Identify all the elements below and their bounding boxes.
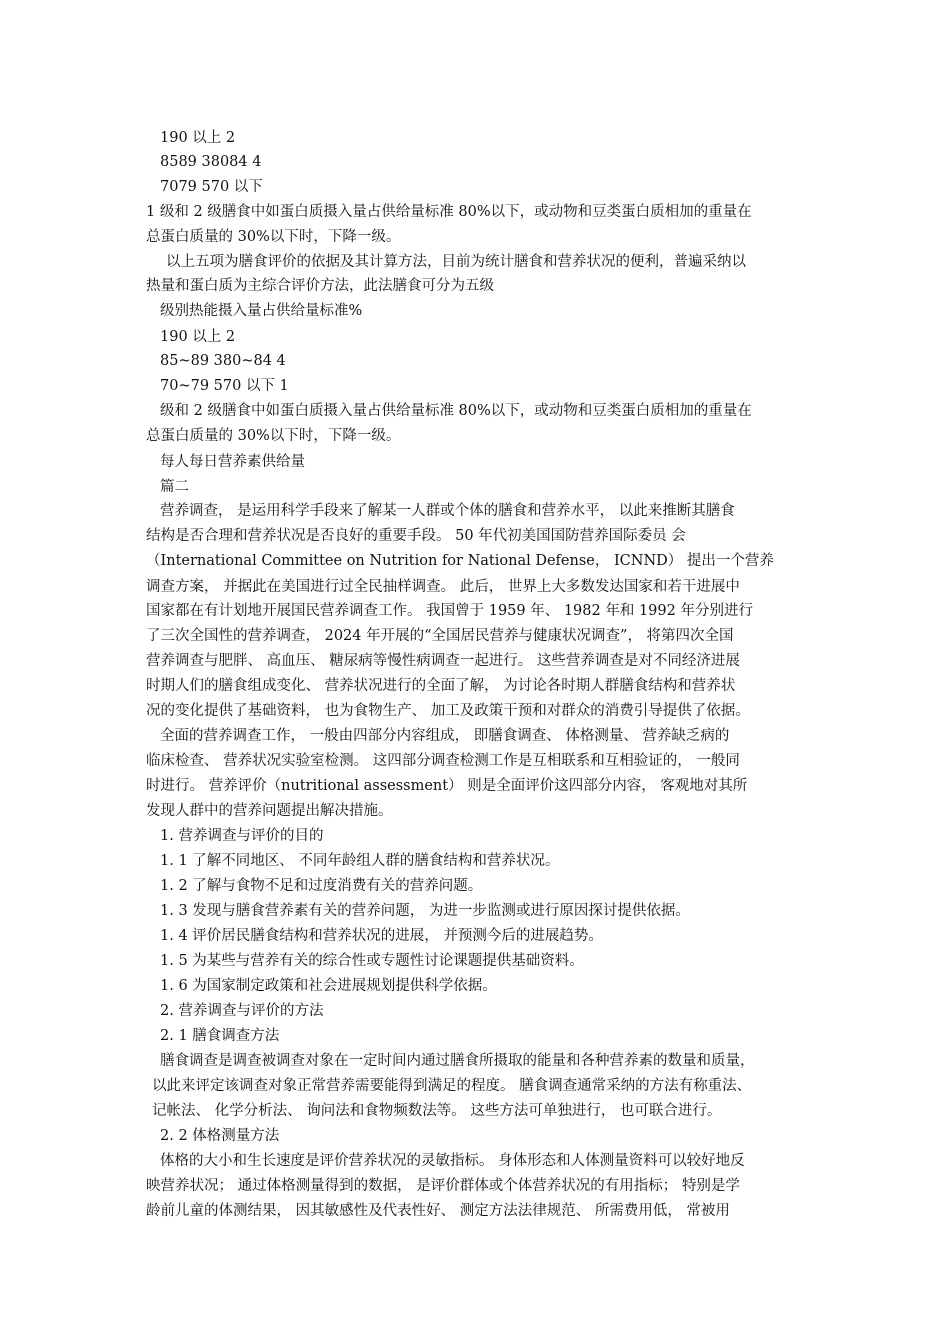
text-line: 190 以上 2 (160, 329, 236, 345)
text-line: 营养调查， 是运用科学手段来了解某一人群或个体的膳食和营养水平， 以此来推断其膳食 (160, 503, 735, 519)
text-line: 以此来评定该调查对象正常营养需要能得到满足的程度。 膳食调查通常采纳的方法有称重法、 (152, 1078, 752, 1094)
text-line: 体格的大小和生长速度是评价营养状况的灵敏指标。 身体形态和人体测量资料可以较好地反 (160, 1153, 745, 1169)
text-line: 映营养状况； 通过体格测量得到的数据， 是评价群体或个体营养状况的有用指标； 特别是学 (146, 1178, 740, 1194)
text-line: 龄前儿童的体测结果， 因其敏感性及代表性好、 测定方法法律规范、 所需费用低， 常被用 (146, 1203, 730, 1219)
text-line: 级别热能摄入量占供给量标准% (160, 303, 363, 319)
text-line: 调查方案， 并据此在美国进行过全民抽样调查。 此后， 世界上大多数发达国家和若干进展中 (146, 579, 740, 595)
text-line: 1 级和 2 级膳食中如蛋白质摄入量占供给量标准 80%以下，或动物和豆类蛋白质相加的重量在 (146, 204, 752, 220)
text-line: 时进行。 营养评价（nutritional assessment） 则是全面评价这四部分内容， 客观地对其所 (146, 778, 748, 794)
text-line: 全面的营养调查工作， 一般由四部分内容组成， 即膳食调查、 体格测量、 营养缺乏病的 (160, 728, 730, 744)
text-line: 8589 38084 4 (160, 154, 262, 170)
section-heading: 篇二 (160, 479, 189, 495)
text-line: 了三次全国性的营养调查， 2024 年开展的“全国居民营养与健康状况调查”， 将第四次全国 (146, 628, 734, 644)
text-line: 况的变化提供了基础资料， 也为食物生产、 加工及政策干预和对群众的消费引导提供了依据。 (146, 703, 750, 719)
subsection-heading: 2. 2 体格测量方法 (160, 1128, 280, 1144)
section-heading: 2. 营养调查与评价的方法 (160, 1003, 324, 1019)
list-item: 1. 3 发现与膳食营养素有关的营养问题， 为进一步监测或进行原因探讨提供依据。 (160, 903, 690, 919)
section-heading: 1. 营养调查与评价的目的 (160, 828, 324, 844)
text-line: 70~79 570 以下 1 (160, 378, 289, 394)
text-line: 以上五项为膳食评价的依据及其计算方法，目前为统计膳食和营养状况的便利，普遍采纳以 (166, 254, 746, 270)
text-line: 结构是否合理和营养状况是否良好的重要手段。 50 年代初美国国防营养国际委员 会 (146, 528, 686, 544)
text-line: 7079 570 以下 (160, 179, 263, 195)
text-line: 85~89 380~84 4 (160, 353, 286, 369)
text-line: （International Committee on Nutrition for National Defense， ICNND） 提出一个营养 (146, 553, 774, 569)
text-line: 发现人群中的营养问题提出解决措施。 (146, 803, 393, 819)
list-item: 1. 6 为国家制定政策和社会进展规划提供科学依据。 (160, 978, 497, 994)
text-line: 总蛋白质量的 30%以下时，下降一级。 (146, 428, 401, 444)
list-item: 1. 1 了解不同地区、 不同年龄组人群的膳食结构和营养状况。 (160, 853, 560, 869)
text-line: 临床检查、 营养状况实验室检测。 这四部分调查检测工作是互相联系和互相验证的， 一般同 (146, 753, 740, 769)
text-line: 热量和蛋白质为主综合评价方法，此法膳食可分为五级 (146, 278, 494, 294)
subsection-heading: 2. 1 膳食调查方法 (160, 1028, 280, 1044)
text-line: 营养调查与肥胖、 高血压、 糖尿病等慢性病调查一起进行。 这些营养调查是对不同经济进展 (146, 653, 740, 669)
text-line: 时期人们的膳食组成变化、 营养状况进行的全面了解， 为讨论各时期人群膳食结构和营养状 (146, 678, 736, 694)
text-line: 记帐法、 化学分析法、 询问法和食物频数法等。 这些方法可单独进行， 也可联合进行。 (152, 1103, 722, 1119)
text-line: 级和 2 级膳食中如蛋白质摄入量占供给量标准 80%以下，或动物和豆类蛋白质相加的重量在 (160, 403, 752, 419)
text-line: 总蛋白质量的 30%以下时，下降一级。 (146, 229, 401, 245)
list-item: 1. 4 评价居民膳食结构和营养状况的进展， 并预测今后的进展趋势。 (160, 928, 603, 944)
list-item: 1. 5 为某些与营养有关的综合性或专题性讨论课题提供基础资料。 (160, 953, 584, 969)
text-line: 190 以上 2 (160, 130, 236, 146)
text-line: 膳食调查是调查被调查对象在一定时间内通过膳食所摄取的能量和各种营养素的数量和质量， (160, 1053, 755, 1069)
text-line: 每人每日营养素供给量 (160, 454, 305, 470)
list-item: 1. 2 了解与食物不足和过度消费有关的营养问题。 (160, 878, 483, 894)
text-line: 国家都在有计划地开展国民营养调查工作。 我国曾于 1959 年、 1982 年和 1992 年分别进行 (146, 603, 753, 619)
